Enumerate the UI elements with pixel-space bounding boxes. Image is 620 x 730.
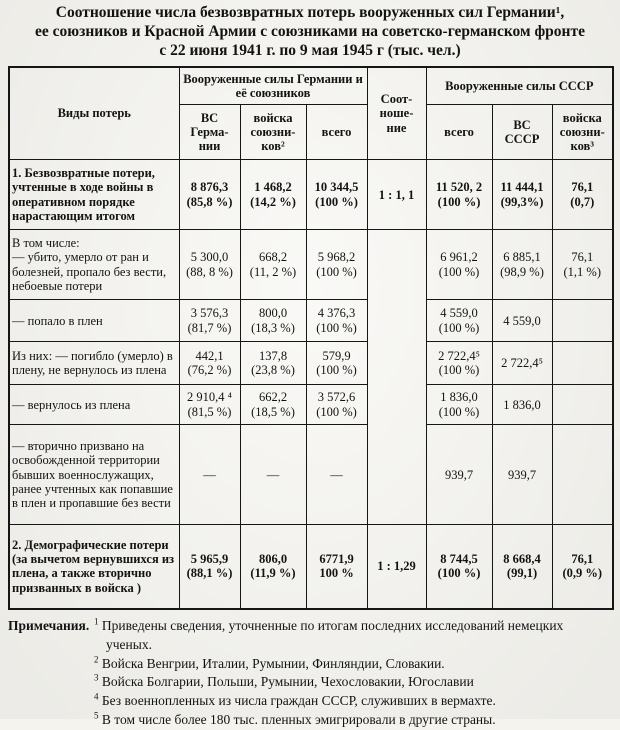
page-title bbox=[8, 4, 612, 61]
cell-su-total: 4 559,0 (100 %) bbox=[426, 300, 492, 342]
cell-su-total: 1 836,0 (100 %) bbox=[426, 385, 492, 425]
cell-ratio-merged bbox=[367, 230, 426, 525]
cell-de-vs: — bbox=[179, 425, 240, 525]
footnote-3: $^3$ Войска Болгарии, Польши, Румынии, Чехословакии, Югославии bbox=[94, 672, 474, 690]
table-row-returned bbox=[9, 385, 613, 425]
table-row-died-in-captivity bbox=[9, 342, 613, 385]
row-label: — вернулось из плена bbox=[9, 385, 179, 425]
title-line-2: ее союзников и Красной Армии с союзниками на советско-германском фронте bbox=[35, 22, 585, 40]
cell-de-vs: 5 965,9 (88,1 %) bbox=[179, 525, 240, 609]
cell-su-allies bbox=[552, 300, 613, 342]
cell-su-vs: 11 444,1 (99,3%) bbox=[492, 160, 552, 230]
cell-de-allies: — bbox=[240, 425, 306, 525]
cell-su-total: 939,7 bbox=[426, 425, 492, 525]
header-group-row bbox=[9, 67, 613, 105]
cell-su-total: 6 961,2 (100 %) bbox=[426, 230, 492, 300]
cell-de-allies: 806,0 (11,9 %) bbox=[240, 525, 306, 609]
title-line-1: Соотношение числа безвозвратных потерь вооруженных сил Германии¹, bbox=[55, 4, 565, 21]
cell-su-allies: 76,1 (1,1 %) bbox=[552, 230, 613, 300]
cell-de-total: 6771,9 100 % bbox=[306, 525, 367, 609]
footnotes-list bbox=[94, 617, 612, 730]
cell-de-vs: 2 910,4 ⁴ (81,5 %) bbox=[179, 385, 240, 425]
footnotes-label: Примечания. bbox=[8, 617, 90, 633]
cell-su-total: 8 744,5 (100 %) bbox=[426, 525, 492, 609]
table-row-reconscripted bbox=[9, 425, 613, 525]
header-loss-types: Виды потерь bbox=[9, 67, 179, 160]
header-group-ussr: Вооруженные силы СССР bbox=[426, 67, 613, 105]
footnote-2: $^2$ Войска Венгрии, Италии, Румынии, Финляндии, Словакии. bbox=[94, 654, 445, 671]
cell-de-vs: 3 576,3 (81,7 %) bbox=[179, 300, 240, 342]
cell-de-total: 4 376,3 (100 %) bbox=[306, 300, 367, 342]
cell-su-allies bbox=[552, 385, 613, 425]
cell-de-allies: 668,2 (11, 2 %) bbox=[240, 230, 306, 300]
title-line-3: с 22 июня 1941 г. по 9 мая 1945 г (тыс. чел.) bbox=[159, 41, 461, 59]
losses-table bbox=[8, 66, 614, 610]
cell-su-vs: 1 836,0 bbox=[492, 385, 552, 425]
header-germany-vs: ВС Герма- нии bbox=[179, 105, 240, 160]
header-ussr-total: всего bbox=[426, 105, 492, 160]
cell-su-vs: 4 559,0 bbox=[492, 300, 552, 342]
header-group-germany: Вооруженные силы Германии и её союзников bbox=[179, 67, 367, 105]
cell-de-allies: 137,8 (23,8 %) bbox=[240, 342, 306, 385]
cell-de-total: — bbox=[306, 425, 367, 525]
cell-su-allies bbox=[552, 425, 613, 525]
cell-su-vs: 2 722,4⁵ bbox=[492, 342, 552, 385]
table-row-captured bbox=[9, 300, 613, 342]
row-label: 2. Демографические потери (за вычетом вернувшихся из плена, а также вторично призванных в войска ) bbox=[9, 525, 179, 609]
cell-ratio: 1 : 1, 1 bbox=[367, 160, 426, 230]
table-row-demographic bbox=[9, 525, 613, 609]
cell-su-total: 11 520, 2 (100 %) bbox=[426, 160, 492, 230]
cell-ratio: 1 : 1,29 bbox=[367, 525, 426, 609]
header-germany-total: всего bbox=[306, 105, 367, 160]
cell-de-vs: 8 876,3 (85,8 %) bbox=[179, 160, 240, 230]
cell-su-vs: 8 668,4 (99,1) bbox=[492, 525, 552, 609]
cell-su-vs: 6 885,1 (98,9 %) bbox=[492, 230, 552, 300]
row-label: — попало в плен bbox=[9, 300, 179, 342]
footnotes bbox=[8, 617, 612, 730]
header-germany-allies: войска союзни- ков² bbox=[240, 105, 306, 160]
header-ussr-allies: войска союзни- ков³ bbox=[552, 105, 613, 160]
cell-de-allies: 1 468,2 (14,2 %) bbox=[240, 160, 306, 230]
cell-de-allies: 800,0 (18,3 %) bbox=[240, 300, 306, 342]
cell-su-allies bbox=[552, 342, 613, 385]
cell-de-total: 10 344,5 (100 %) bbox=[306, 160, 367, 230]
cell-de-total: 5 968,2 (100 %) bbox=[306, 230, 367, 300]
cell-de-total: 3 572,6 (100 %) bbox=[306, 385, 367, 425]
table-row-irretrievable bbox=[9, 160, 613, 230]
footnote-5: $^5$ В том числе более 180 тыс. пленных эмигрировали в другие страны. bbox=[94, 710, 496, 728]
cell-de-vs: 5 300,0 (88, 8 %) bbox=[179, 230, 240, 300]
cell-su-allies: 76,1 (0,7) bbox=[552, 160, 613, 230]
row-label: В том числе: — убито, умерло от ран и болезней, пропало без вести, небоевые потери bbox=[9, 230, 179, 300]
footnote-1: $^1$ Приведены сведения, уточненные по итогам последних исследований немецких ученых. bbox=[94, 616, 564, 652]
cell-su-total: 2 722,4⁵ (100 %) bbox=[426, 342, 492, 385]
row-label: Из них: — погибло (умерло) в плену, не вернулось из плена bbox=[9, 342, 179, 385]
header-ratio: Соот- ноше- ние bbox=[367, 67, 426, 160]
row-label: 1. Безвозвратные потери, учтенные в ходе войны в оперативном порядке нарастающим итогом bbox=[9, 160, 179, 230]
cell-de-vs: 442,1 (76,2 %) bbox=[179, 342, 240, 385]
row-label: — вторично призвано на освобожденной территории бывших военнослужащих, ранее учтенных как попавшие в плен и пропавшие без вести bbox=[9, 425, 179, 525]
cell-su-vs: 939,7 bbox=[492, 425, 552, 525]
cell-su-allies: 76,1 (0,9 %) bbox=[552, 525, 613, 609]
footnote-4: $^4$ Без военнопленных из числа граждан СССР, служивших в вермахте. bbox=[94, 691, 496, 709]
cell-de-allies: 662,2 (18,5 %) bbox=[240, 385, 306, 425]
cell-de-total: 579,9 (100 %) bbox=[306, 342, 367, 385]
header-ussr-vs: ВС СССР bbox=[492, 105, 552, 160]
table-row-killed bbox=[9, 230, 613, 300]
